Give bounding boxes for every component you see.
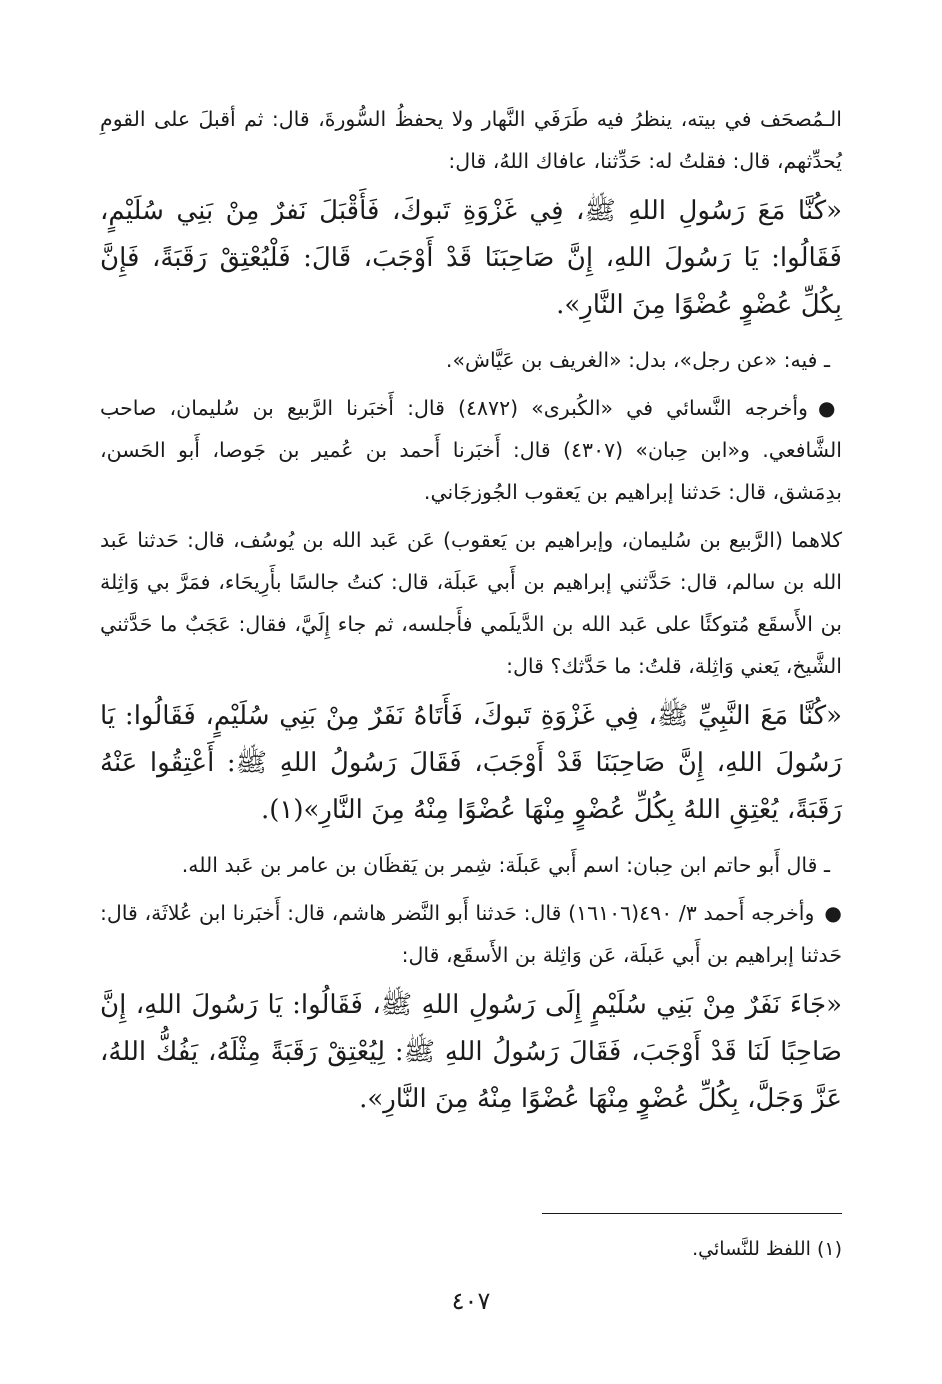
paragraph-ahmad-text: وأخرجه أَحمد ٣/ ٤٩٠(١٦١٠٦) قال: حَدثنا أَبو النَّضر هاشم، قال: أَخبَرنا ابن عُلاثَة، قال: حَدثنا إبراهيم بن أَبي عَبلَة، عَن وَاثِلة بن الأَسقَع، قال: bbox=[100, 901, 842, 967]
footnote-divider bbox=[542, 1213, 842, 1214]
footnote: (١) اللفظ للنَّسائي. bbox=[692, 1238, 842, 1260]
paragraph-intro: الـمُصحَف في بيته، ينظرُ فيه طَرَفَي النَّهار ولا يحفظُ السُّورةَ، قال: ثم أقبلَ على القومِ يُحدِّثهم، قال: فقلتُ له: حَدِّثنا، عافاك اللهُ، قال: bbox=[100, 107, 842, 173]
note-variant: ـ فيه: «عن رجل»، بدل: «الغريف بن عَيَّاش». bbox=[445, 348, 830, 372]
bullet-icon: ● bbox=[824, 901, 842, 925]
page-body bbox=[100, 98, 842, 1123]
paragraph-nasai bbox=[100, 387, 842, 513]
paragraph-isnad: كلاهما (الرَّبيع بن سُليمان، وإبراهيم بن يَعقوب) عَن عَبد الله بن يُوسُف، قال: حَدثنا عَبد الله بن سالم، قال: حَدَّثني إبراهيم بن أَبي عَبلَة، قال: كنتُ جالسًا بأَرِيحَاء، فمَرَّ بي وَاثِلة بن الأَسقَع مُتوكئًا على عَبد الله بن الدَّيلَمي فأَجلسه، ثم جاء إِلَيَّ، فقال: عَجَبٌ ما حَدَّثني الشَّيخ، يَعني وَاثِلة، قلتُ: ما حَدَّثك؟ قال: bbox=[100, 528, 842, 678]
paragraph-nasai-text: وأخرجه النَّسائي في «الكُبرى» (٤٨٧٢) قال: أَخبَرنا الرَّبيع بن سُليمان، صاحب الشَّافعي. و«ابن حِبان» (٤٣٠٧) قال: أَخبَرنا أَحمد بن عُمير بن جَوصا، أَبو الحَسن، بدِمَشق، قال: حَدثنا إبراهيم بن يَعقوب الجُوزجَاني. bbox=[100, 396, 843, 504]
note-abu-hatim: ـ قال أَبو حاتم ابن حِبان: اسم أَبي عَبلَة: شِمر بن يَقظَان بن عامر بن عَبد الله. bbox=[181, 853, 830, 877]
paragraph-ahmad bbox=[100, 892, 842, 976]
hadith-quote-3: «جَاءَ نَفَرٌ مِنْ بَنِي سُلَيْمٍ إِلَى رَسُولِ اللهِ ﷺ، فَقَالُوا: يَا رَسُولَ اللهِ، إِنَّ صَاحِبًا لَنَا قَدْ أَوْجَبَ، فَقَالَ رَسُولُ اللهِ ﷺ: لِيُعْتِقْ رَقَبَةً مِثْلَهُ، يَفُكُّ اللهُ، عَزَّ وَجَلَّ، بِكُلِّ عُضْوٍ مِنْهَا عُضْوًا مِنْهُ مِنَ النَّارِ». bbox=[100, 990, 842, 1114]
hadith-quote-2: «كُنَّا مَعَ النَّبِيِّ ﷺ، فِي غَزْوَةِ تَبوكَ، فَأَتَاهُ نَفَرٌ مِنْ بَنِي سُلَيْمٍ، فَقَالُوا: يَا رَسُولَ اللهِ، إِنَّ صَاحِبَنَا قَدْ أَوْجَبَ، فَقَالَ رَسُولُ اللهِ ﷺ: أَعْتِقُوا عَنْهُ رَقَبَةً، يُعْتِقِ اللهُ بِكُلِّ عُضْوٍ مِنْهَا عُضْوًا مِنْهُ مِنَ النَّارِ»(١). bbox=[100, 701, 842, 825]
bullet-icon: ● bbox=[817, 396, 843, 420]
hadith-quote-1: «كُنَّا مَعَ رَسُولِ اللهِ ﷺ، فِي غَزْوَةِ تَبوكَ، فَأَقْبَلَ نَفرٌ مِنْ بَنِي سُلَيْمٍ، فَقَالُوا: يَا رَسُولَ اللهِ، إِنَّ صَاحِبَنَا قَدْ أَوْجَبَ، قَالَ: فَلْيُعْتِقْ رَقَبَةً، فَإِنَّ بِكُلِّ عُضْوٍ عُضْوًا مِنَ النَّارِ». bbox=[100, 196, 842, 320]
page-number: ٤٠٧ bbox=[451, 1287, 491, 1315]
